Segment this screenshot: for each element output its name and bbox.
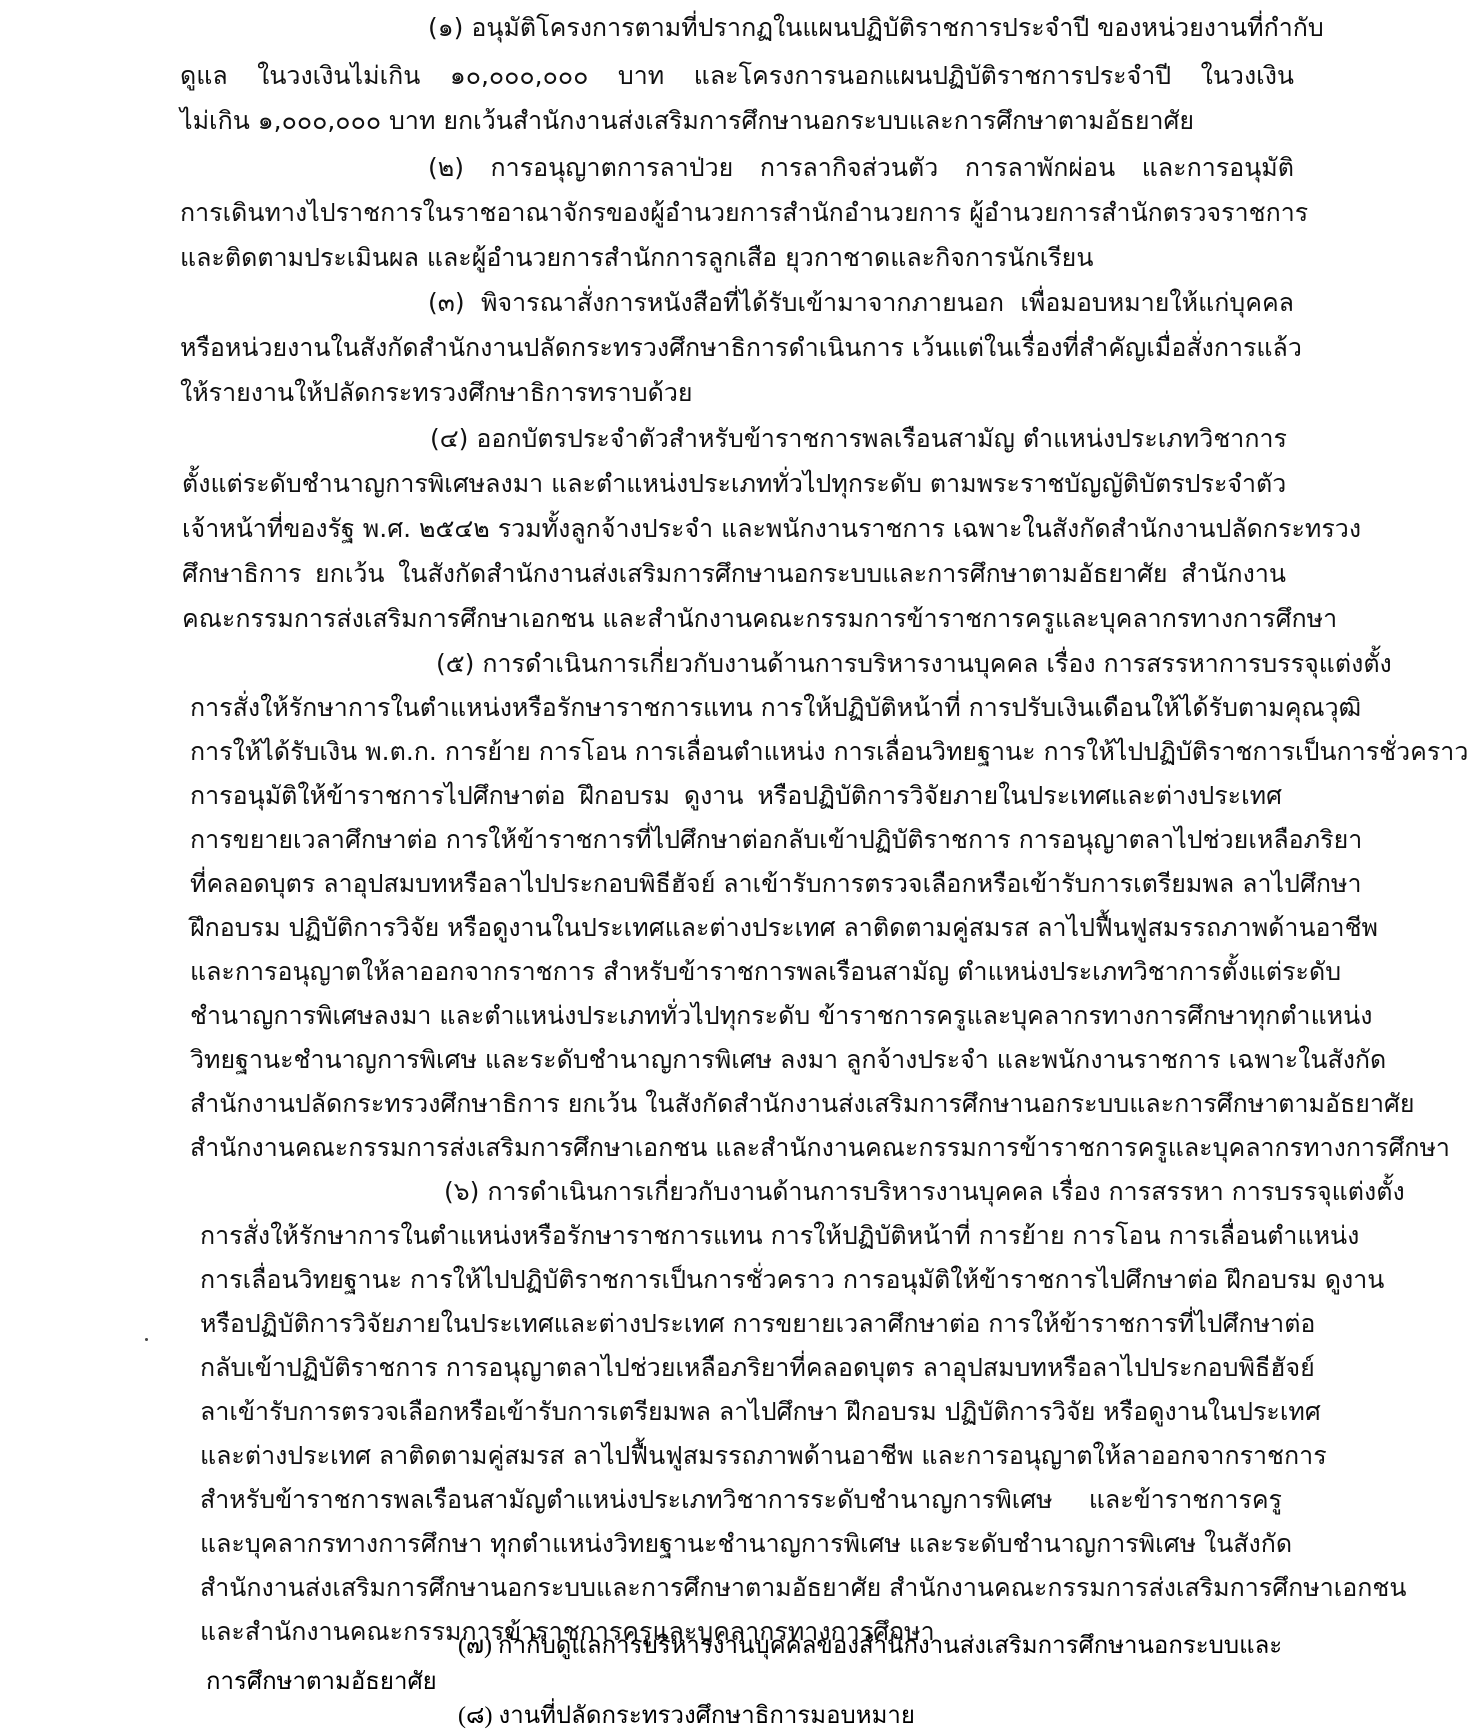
paragraph-5-line-8: และการอนุญาตให้ลาออกจากราชการ สำหรับข้าราชการพลเรือนสามัญ ตำแหน่งประเภทวิชาการตั้งแต่ระดับ bbox=[190, 957, 1342, 986]
scan-speck bbox=[145, 1338, 148, 1341]
paragraph-6-line-10: สำนักงานส่งเสริมการศึกษานอกระบบและการศึกษาตามอัธยาศัย สำนักงานคณะกรรมการส่งเสริมการศึกษาเอกชน bbox=[200, 1573, 1407, 1602]
paragraph-6-line-5: กลับเข้าปฏิบัติราชการ การอนุญาตลาไปช่วยเหลือภริยาที่คลอดบุตร ลาอุปสมบทหรือลาไปประกอบพิธีฮัจย์ bbox=[200, 1353, 1315, 1382]
paragraph-6-line-4: หรือปฏิบัติการวิจัยภายในประเทศและต่างประเทศ การขยายเวลาศึกษาต่อ การให้ข้าราชการที่ไปศึกษาต่อ bbox=[200, 1309, 1316, 1338]
paragraph-5-line-2: การสั่งให้รักษาการในตำแหน่งหรือรักษาราชการแทน การให้ปฏิบัติหน้าที่ การปรับเงินเดือนให้ได้รับตามคุณวุฒิ bbox=[190, 693, 1362, 722]
paragraph-6-line-2: การสั่งให้รักษาการในตำแหน่งหรือรักษาราชการแทน การให้ปฏิบัติหน้าที่ การย้าย การโอน การเลื่อนตำแหน่ง bbox=[200, 1221, 1360, 1250]
paragraph-5-line-4: การอนุมัติให้ข้าราชการไปศึกษาต่อ ฝึกอบรม ดูงาน หรือปฏิบัติการวิจัยภายในประเทศและต่างประเทศ bbox=[190, 781, 1282, 810]
paragraph-2-line-3: และติดตามประเมินผล และผู้อำนวยการสำนักการลูกเสือ ยุวกาชาดและกิจการนักเรียน bbox=[180, 243, 1094, 272]
paragraph-5-line-7: ฝึกอบรม ปฏิบัติการวิจัย หรือดูงานในประเทศและต่างประเทศ ลาติดตามคู่สมรส ลาไปฟื้นฟูสมรรถภาพด้านอาชีพ bbox=[190, 913, 1379, 942]
paragraph-5-line-12: สำนักงานคณะกรรมการส่งเสริมการศึกษาเอกชน และสำนักงานคณะกรรมการข้าราชการครูและบุคลากรทางการศึกษา bbox=[190, 1133, 1450, 1162]
paragraph-3-line-1: (๓) พิจารณาสั่งการหนังสือที่ได้รับเข้ามาจากภายนอก เพื่อมอบหมายให้แก่บุคคล bbox=[428, 288, 1294, 317]
paragraph-6-line-6: ลาเข้ารับการตรวจเลือกหรือเข้ารับการเตรียมพล ลาไปศึกษา ฝึกอบรม ปฏิบัติการวิจัย หรือดูงานในประเทศ bbox=[200, 1397, 1321, 1426]
paragraph-5-line-5: การขยายเวลาศึกษาต่อ การให้ข้าราชการที่ไปศึกษาต่อกลับเข้าปฏิบัติราชการ การอนุญาตลาไปช่วยเหลือภริยา bbox=[190, 825, 1363, 854]
paragraph-4-line-3: เจ้าหน้าที่ของรัฐ พ.ศ. ๒๕๔๒ รวมทั้งลูกจ้างประจำ และพนักงานราชการ เฉพาะในสังกัดสำนักงานปลัดกระทรวง bbox=[182, 514, 1362, 543]
paragraph-5-line-9: ชำนาญการพิเศษลงมา และตำแหน่งประเภททั่วไปทุกระดับ ข้าราชการครูและบุคลากรทางการศึกษาทุกตำแหน่ง bbox=[190, 1001, 1373, 1030]
paragraph-2-line-1: (๒) การอนุญาตการลาป่วย การลากิจส่วนตัว การลาพักผ่อน และการอนุมัติ bbox=[428, 153, 1294, 182]
paragraph-6-line-7: และต่างประเทศ ลาติดตามคู่สมรส ลาไปฟื้นฟูสมรรถภาพด้านอาชีพ และการอนุญาตให้ลาออกจากราชการ bbox=[200, 1441, 1327, 1470]
paragraph-7-line-1: (๗) กำกับดูแลการบริหารงานบุคคลของสำนักงานส่งเสริมการศึกษานอกระบบและ bbox=[458, 1633, 1283, 1659]
paragraph-5-line-1: (๕) การดำเนินการเกี่ยวกับงานด้านการบริหารงานบุคคล เรื่อง การสรรหาการบรรจุแต่งตั้ง bbox=[436, 649, 1392, 678]
paragraph-4-line-2: ตั้งแต่ระดับชำนาญการพิเศษลงมา และตำแหน่งประเภททั่วไปทุกระดับ ตามพระราชบัญญัติบัตรประจำตัว bbox=[182, 469, 1287, 498]
paragraph-1-line-2: ดูแล ในวงเงินไม่เกิน ๑๐,๐๐๐,๐๐๐ บาท และโครงการนอกแผนปฏิบัติราชการประจำปี ในวงเงิน bbox=[180, 61, 1294, 90]
paragraph-3-line-2: หรือหน่วยงานในสังกัดสำนักงานปลัดกระทรวงศึกษาธิการดำเนินการ เว้นแต่ในเรื่องที่สำคัญเมื่อสั่งการแล้ว bbox=[180, 333, 1302, 362]
paragraph-5-line-10: วิทยฐานะชำนาญการพิเศษ และระดับชำนาญการพิเศษ ลงมา ลูกจ้างประจำ และพนักงานราชการ เฉพาะในสังกัด bbox=[190, 1045, 1387, 1074]
paragraph-5-line-3: การให้ได้รับเงิน พ.ต.ก. การย้าย การโอน การเลื่อนตำแหน่ง การเลื่อนวิทยฐานะ การให้ไปปฏิบัติราชการเป็นการชั่วคราว bbox=[190, 737, 1469, 766]
paragraph-4-line-1: (๔) ออกบัตรประจำตัวสำหรับข้าราชการพลเรือนสามัญ ตำแหน่งประเภทวิชาการ bbox=[430, 424, 1287, 453]
paragraph-4-line-5: คณะกรรมการส่งเสริมการศึกษาเอกชน และสำนักงานคณะกรรมการข้าราชการครูและบุคลากรทางการศึกษา bbox=[182, 604, 1338, 633]
paragraph-1-line-1: (๑) อนุมัติโครงการตามที่ปรากฏในแผนปฏิบัติราชการประจำปี ของหน่วยงานที่กำกับ bbox=[428, 13, 1324, 42]
paragraph-8-line-1: (๘) งานที่ปลัดกระทรวงศึกษาธิการมอบหมาย bbox=[458, 1703, 915, 1729]
paragraph-6-line-11: และสำนักงานคณะกรรมการข้าราชการครูและบุคลากรทางการศึกษา bbox=[200, 1617, 935, 1646]
paragraph-2-line-2: การเดินทางไปราชการในราชอาณาจักรของผู้อำนวยการสำนักอำนวยการ ผู้อำนวยการสำนักตรวจราชการ bbox=[180, 198, 1309, 227]
paragraph-6-line-1: (๖) การดำเนินการเกี่ยวกับงานด้านการบริหารงานบุคคล เรื่อง การสรรหา การบรรจุแต่งตั้ง bbox=[444, 1177, 1405, 1206]
paragraph-6-line-9: และบุคลากรทางการศึกษา ทุกตำแหน่งวิทยฐานะชำนาญการพิเศษ และระดับชำนาญการพิเศษ ในสังกัด bbox=[200, 1529, 1293, 1558]
paragraph-4-line-4: ศึกษาธิการ ยกเว้น ในสังกัดสำนักงานส่งเสริมการศึกษานอกระบบและการศึกษาตามอัธยาศัย สำนักงาน bbox=[182, 559, 1286, 588]
paragraph-3-line-3: ให้รายงานให้ปลัดกระทรวงศึกษาธิการทราบด้วย bbox=[180, 378, 693, 407]
paragraph-6-line-3: การเลื่อนวิทยฐานะ การให้ไปปฏิบัติราชการเป็นการชั่วคราว การอนุมัติให้ข้าราชการไปศึกษาต่อ ฝึกอบรม ดูงาน bbox=[200, 1265, 1385, 1294]
paragraph-6-line-8: สำหรับข้าราชการพลเรือนสามัญตำแหน่งประเภทวิชาการระดับชำนาญการพิเศษ และข้าราชการครู bbox=[200, 1485, 1282, 1514]
paragraph-5-line-11: สำนักงานปลัดกระทรวงศึกษาธิการ ยกเว้น ในสังกัดสำนักงานส่งเสริมการศึกษานอกระบบและการศึกษาตามอัธยาศัย bbox=[190, 1089, 1415, 1118]
paragraph-7-line-2: การศึกษาตามอัธยาศัย bbox=[206, 1669, 437, 1695]
paragraph-5-line-6: ที่คลอดบุตร ลาอุปสมบทหรือลาไปประกอบพิธีฮัจย์ ลาเข้ารับการตรวจเลือกหรือเข้ารับการเตรียมพล ลาไปศึกษา bbox=[190, 869, 1362, 898]
paragraph-1-line-3: ไม่เกิน ๑,๐๐๐,๐๐๐ บาท ยกเว้นสำนักงานส่งเสริมการศึกษานอกระบบและการศึกษาตามอัธยาศัย bbox=[180, 106, 1195, 135]
